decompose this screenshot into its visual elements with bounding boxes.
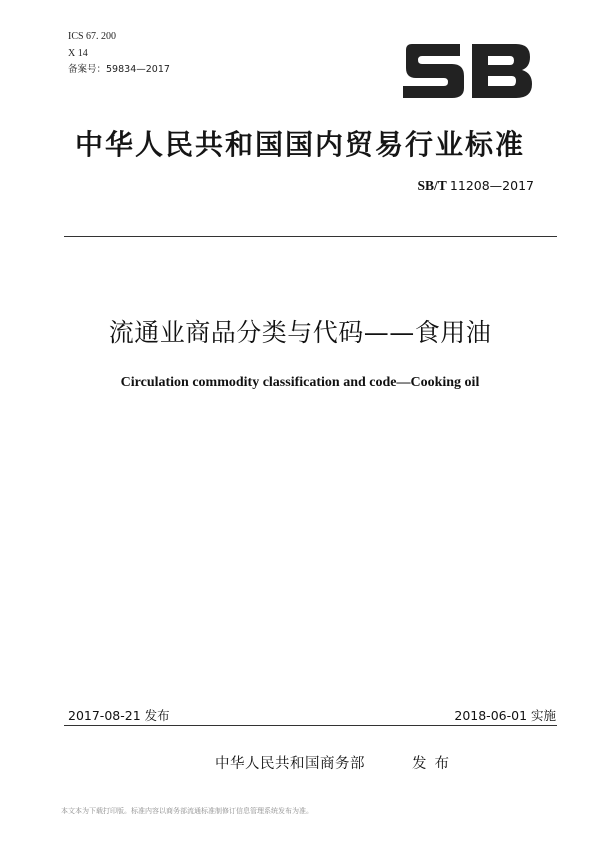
sb-logo xyxy=(400,42,535,100)
issue-date: 2017-08-21 发布 xyxy=(68,708,170,723)
standard-prefix: SB/T xyxy=(417,178,447,193)
issuer-name: 中华人民共和国商务部 xyxy=(215,756,365,772)
record-number-label: 备案号： xyxy=(68,64,107,75)
sb-logo-graphic xyxy=(400,42,535,100)
industry-standard-header: 中华人民共和国国内贸易行业标准 xyxy=(74,128,525,161)
ics-code: ICS 67. 200 xyxy=(68,31,117,42)
record-number-value: 59834—2017 xyxy=(106,64,170,75)
document-title-cn: 流通业商品分类与代码——食用油 xyxy=(108,318,492,347)
top-divider xyxy=(64,236,557,237)
effective-date: 2018-06-01 实施 xyxy=(454,708,556,723)
footer-disclaimer: 本文本为下载打印版。标准内容以商务部流通标准制修订信息管理系统发布为准。 xyxy=(61,807,313,815)
issuer-action: 发布 xyxy=(412,756,457,772)
bottom-divider xyxy=(64,725,557,726)
classification-code: X 14 xyxy=(68,48,88,59)
standard-number xyxy=(418,178,534,194)
document-title-en: Circulation commodity classification and code—Cooking oil xyxy=(120,375,480,390)
record-number xyxy=(68,64,170,76)
standard-code: 11208—2017 xyxy=(449,178,534,193)
